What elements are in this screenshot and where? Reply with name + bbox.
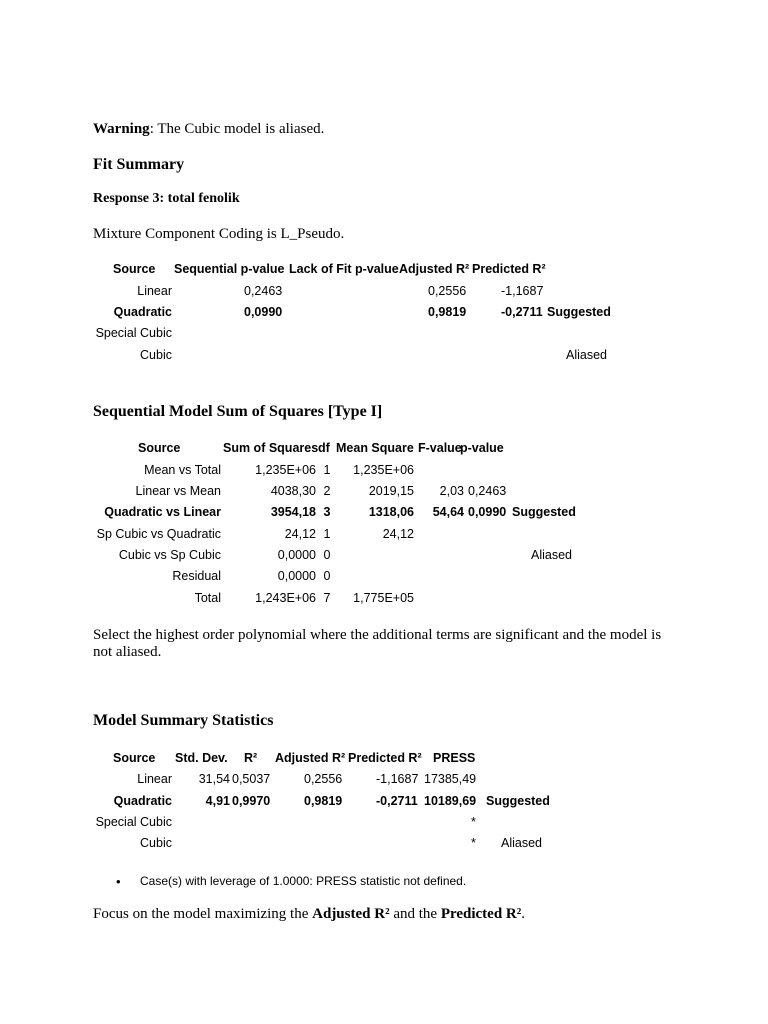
focus-text-middle: and the	[389, 906, 441, 922]
ms-row-source: Special Cubic	[95, 815, 172, 829]
ms-row-note: Suggested	[486, 794, 550, 808]
seq-row-p: 0,0990	[468, 505, 507, 519]
warning-label: Warning	[93, 121, 150, 137]
seq-col-ss: Sum of Squares	[223, 441, 319, 455]
seq-row-note: Aliased	[531, 548, 572, 562]
seq-col-p: p-value	[460, 441, 504, 455]
warning-line	[93, 121, 324, 138]
seq-row-ms: 24,12	[382, 527, 414, 541]
fit-row-pred-r2: -1,1687	[501, 284, 544, 298]
seq-row-note: Suggested	[512, 505, 576, 519]
seq-row-source: Total	[194, 591, 221, 605]
ms-col-sd: Std. Dev.	[175, 751, 228, 765]
seq-col-ms: Mean Square	[336, 441, 414, 455]
seq-row-source: Cubic vs Sp Cubic	[118, 548, 221, 562]
seq-row-source: Residual	[172, 569, 221, 583]
ms-row-press: 10189,69	[424, 794, 477, 808]
seq-row-source: Mean vs Total	[144, 463, 221, 477]
fit-row-note: Suggested	[547, 305, 611, 319]
bullet-icon: •	[116, 874, 121, 889]
ms-row-pred: -0,2711	[376, 794, 418, 808]
seq-row-source: Quadratic vs Linear	[104, 505, 221, 519]
warning-text: : The Cubic model is aliased.	[149, 121, 325, 137]
ms-row-press: 17385,49	[424, 772, 477, 786]
ms-row-press: *	[471, 815, 476, 829]
ms-row-r2: 0,5037	[232, 772, 271, 786]
focus-text-after: .	[521, 906, 526, 922]
ms-row-source: Quadratic	[113, 794, 172, 808]
press-footnote: Case(s) with leverage of 1.0000: PRESS statistic not defined.	[140, 874, 467, 888]
fit-row-seq-p: 0,2463	[244, 284, 283, 298]
seq-row-df: 0	[323, 569, 331, 583]
seq-row-df: 2	[323, 484, 331, 498]
seq-row-f: 54,64	[432, 505, 464, 519]
ms-col-press: PRESS	[433, 751, 476, 765]
ms-row-adj: 0,2556	[304, 772, 343, 786]
ms-col-pred: Predicted R²	[348, 751, 422, 765]
seq-row-df: 7	[323, 591, 331, 605]
fit-row-source: Cubic	[140, 348, 172, 362]
seq-row-df: 1	[323, 463, 331, 477]
fit-row-adj-r2: 0,2556	[428, 284, 467, 298]
focus-line	[93, 906, 525, 923]
seq-row-ss: 3954,18	[270, 505, 316, 519]
ms-row-press: *	[471, 836, 476, 850]
ms-col-source: Source	[113, 751, 156, 765]
model-summary-heading: Model Summary Statistics	[93, 712, 274, 729]
ms-row-note: Aliased	[501, 836, 542, 850]
fit-row-seq-p: 0,0990	[244, 305, 283, 319]
seq-row-df: 3	[323, 505, 331, 519]
seq-row-ss: 0,0000	[277, 548, 316, 562]
seq-row-ms: 1,775E+05	[353, 591, 414, 605]
ms-row-source: Cubic	[140, 836, 172, 850]
seq-row-df: 1	[323, 527, 331, 541]
fit-col-lof-p: Lack of Fit p-value	[289, 262, 399, 276]
seq-row-ms: 2019,15	[368, 484, 414, 498]
fit-row-source: Linear	[137, 284, 172, 298]
ms-row-sd: 4,91	[205, 794, 230, 808]
ms-row-r2: 0,9970	[232, 794, 271, 808]
seq-row-ms: 1,235E+06	[353, 463, 414, 477]
seq-row-ss: 24,12	[284, 527, 316, 541]
fit-col-pred-r2: Predicted R²	[472, 262, 546, 276]
fit-row-note: Aliased	[566, 348, 607, 362]
ms-row-sd: 31,54	[198, 772, 230, 786]
seq-row-ss: 0,0000	[277, 569, 316, 583]
coding-text: Mixture Component Coding is L_Pseudo.	[93, 226, 345, 242]
focus-term-adjusted: Adjusted R²	[312, 906, 390, 922]
ms-row-adj: 0,9819	[304, 794, 343, 808]
fit-row-source: Quadratic	[113, 305, 172, 319]
ms-col-r2: R²	[244, 751, 258, 765]
fit-summary-heading: Fit Summary	[93, 156, 185, 173]
ms-col-adj: Adjusted R²	[275, 751, 346, 765]
fit-col-seq-p: Sequential p-value	[174, 262, 285, 276]
advice-paragraph: Select the highest order polynomial where the additional terms are significant and the model is not aliased.	[93, 627, 662, 660]
fit-row-pred-r2: -0,2711	[501, 305, 543, 319]
seq-col-df: df	[318, 441, 330, 455]
seq-col-source: Source	[138, 441, 181, 455]
seq-row-ss: 1,235E+06	[255, 463, 316, 477]
seq-col-f: F-value	[418, 441, 462, 455]
focus-term-predicted: Predicted R²	[440, 906, 522, 922]
focus-text-before: Focus on the model maximizing the	[93, 906, 313, 922]
seq-row-df: 0	[323, 548, 331, 562]
fit-col-source: Source	[113, 262, 156, 276]
seq-row-p: 0,2463	[468, 484, 507, 498]
seq-row-ss: 1,243E+06	[255, 591, 316, 605]
ms-row-source: Linear	[137, 772, 172, 786]
seq-row-source: Linear vs Mean	[135, 484, 221, 498]
seq-row-ms: 1318,06	[368, 505, 414, 519]
fit-row-adj-r2: 0,9819	[428, 305, 467, 319]
seq-row-source: Sp Cubic vs Quadratic	[96, 527, 221, 541]
sequential-model-heading: Sequential Model Sum of Squares [Type I]	[93, 403, 383, 420]
fit-row-source: Special Cubic	[95, 326, 172, 340]
ms-row-pred: -1,1687	[376, 772, 419, 786]
response-label: Response 3: total fenolik	[93, 191, 240, 206]
fit-col-adj-r2: Adjusted R²	[399, 262, 470, 276]
seq-row-ss: 4038,30	[270, 484, 316, 498]
seq-row-f: 2,03	[439, 484, 464, 498]
